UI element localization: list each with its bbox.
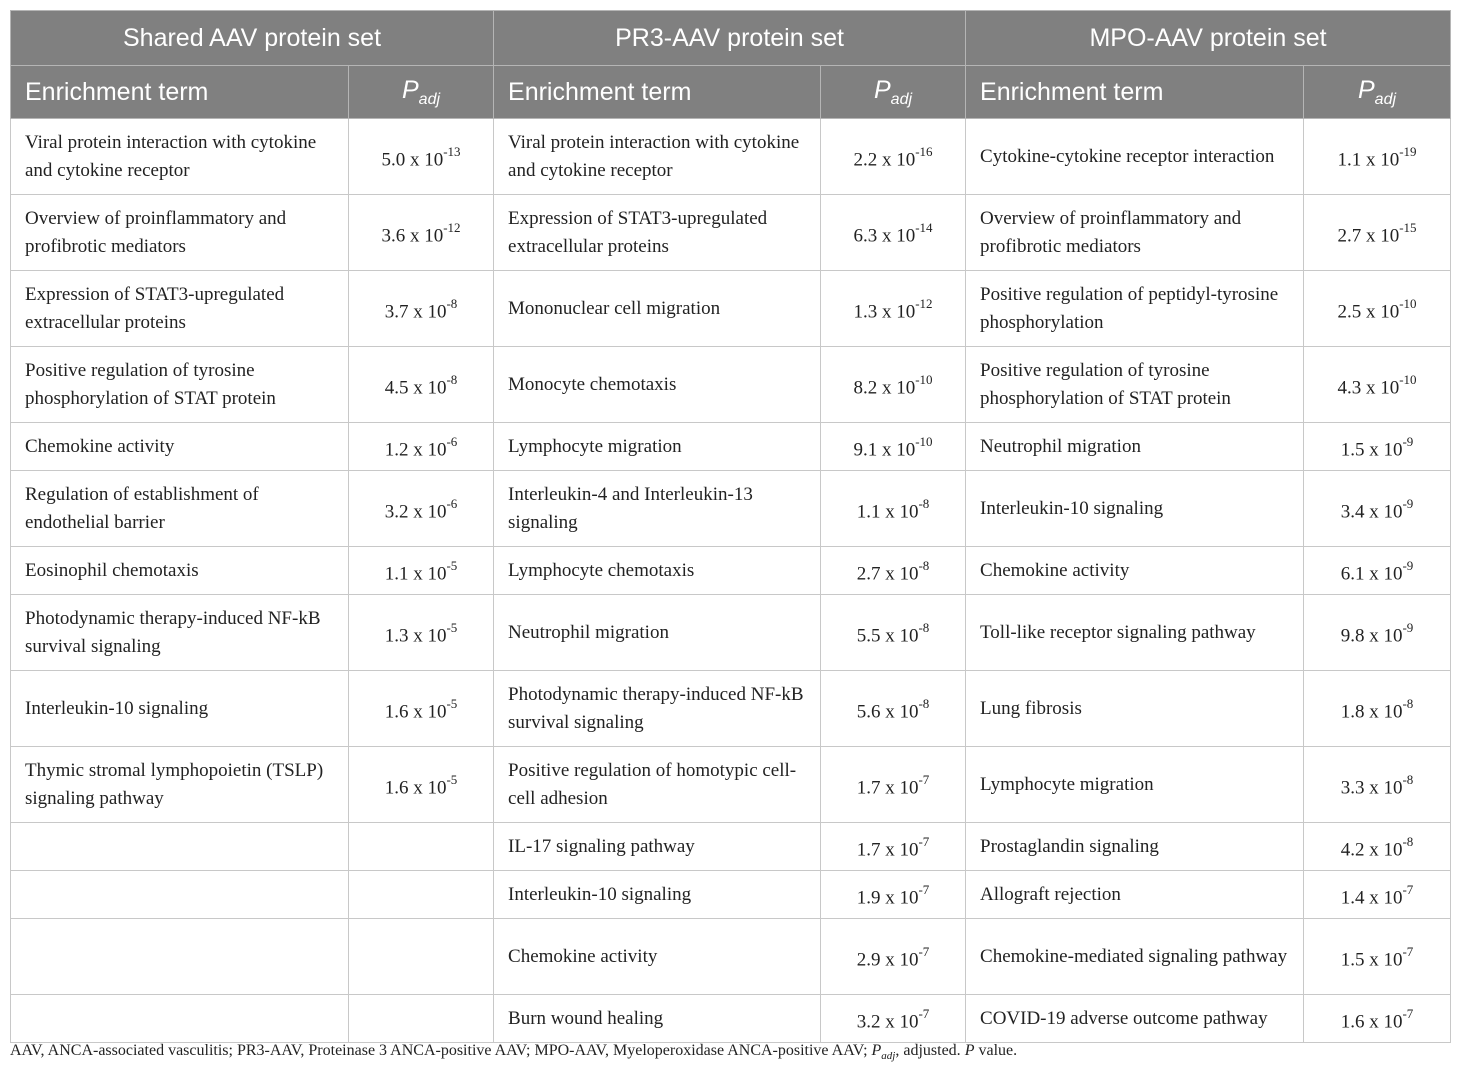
padj-value-shared: [349, 119, 494, 195]
padj-exponent: -13: [443, 143, 461, 159]
padj-exponent: -7: [1402, 881, 1414, 897]
padj-mantissa: 1.7 x 10: [856, 838, 919, 860]
padj-exponent: -8: [1402, 771, 1414, 787]
enrichment-term-mpo: COVID-19 adverse outcome pathway: [966, 995, 1304, 1043]
padj-value-mpo: [1304, 347, 1451, 423]
enrichment-term-shared: Overview of proinflammatory and profibrotic mediators: [11, 195, 349, 271]
padj-mantissa: 1.1 x 10: [856, 500, 919, 522]
enrichment-term-pr3: Expression of STAT3-upregulated extracellular proteins: [494, 195, 821, 271]
padj-value-pr3: [821, 995, 966, 1043]
padj-value-pr3: [821, 347, 966, 423]
padj-mantissa: 3.6 x 10: [381, 224, 444, 246]
padj-exponent: -8: [1402, 833, 1414, 849]
enrichment-term-mpo: Overview of proinflammatory and profibrotic mediators: [966, 195, 1304, 271]
padj-mantissa: 3.3 x 10: [1340, 776, 1403, 798]
padj-exponent: -12: [915, 295, 933, 311]
padj-mantissa: 1.6 x 10: [384, 700, 447, 722]
column-header-row: [11, 66, 1451, 119]
padj-value-shared: [349, 595, 494, 671]
enrichment-term-mpo: Chemokine-mediated signaling pathway: [966, 919, 1304, 995]
padj-value-mpo: [1304, 871, 1451, 919]
enrichment-term-mpo: Cytokine-cytokine receptor interaction: [966, 119, 1304, 195]
padj-mantissa: 4.3 x 10: [1337, 376, 1400, 398]
padj-mantissa: 1.6 x 10: [1340, 1010, 1403, 1032]
padj-exponent: -12: [443, 219, 461, 235]
padj-mantissa: 3.2 x 10: [856, 1010, 919, 1032]
padj-value-pr3: [821, 423, 966, 471]
padj-value-mpo: [1304, 423, 1451, 471]
enrichment-term-mpo: Chemokine activity: [966, 547, 1304, 595]
padj-exponent: -7: [1402, 1005, 1414, 1021]
padj-exponent: -7: [918, 771, 930, 787]
enrichment-term-mpo: Allograft rejection: [966, 871, 1304, 919]
padj-exponent: -8: [1402, 695, 1414, 711]
padj-exponent: -10: [915, 371, 933, 387]
enrichment-term-shared: Expression of STAT3-upregulated extracellular proteins: [11, 271, 349, 347]
padj-exponent: -7: [918, 943, 930, 959]
group-header-shared: Shared AAV protein set: [11, 11, 494, 66]
table-row: [11, 547, 1451, 595]
padj-value-pr3: [821, 119, 966, 195]
padj-exponent: -7: [918, 833, 930, 849]
padj-exponent: -10: [1399, 371, 1417, 387]
padj-value-mpo: [1304, 747, 1451, 823]
padj-mantissa: 2.2 x 10: [853, 148, 916, 170]
padj-value-shared: [349, 823, 494, 871]
padj-exponent: -10: [1399, 295, 1417, 311]
padj-exponent: -6: [446, 433, 458, 449]
padj-exponent: -9: [1402, 433, 1414, 449]
padj-value-mpo: [1304, 595, 1451, 671]
enrichment-term-shared: Thymic stromal lymphopoietin (TSLP) signaling pathway: [11, 747, 349, 823]
padj-value-mpo: [1304, 195, 1451, 271]
padj-mantissa: 5.6 x 10: [856, 700, 919, 722]
column-header-padj: $P_{adj}$: [1304, 66, 1451, 119]
enrichment-term-shared: [11, 823, 349, 871]
table-row: [11, 995, 1451, 1043]
enrichment-term-pr3: Positive regulation of homotypic cell-cell adhesion: [494, 747, 821, 823]
padj-value-shared: [349, 747, 494, 823]
table-row: [11, 671, 1451, 747]
enrichment-term-pr3: Lymphocyte chemotaxis: [494, 547, 821, 595]
padj-mantissa: 1.3 x 10: [384, 624, 447, 646]
table-row: [11, 747, 1451, 823]
enrichment-table: [10, 10, 1451, 1043]
column-header-padj: $P_{adj}$: [821, 66, 966, 119]
enrichment-term-shared: [11, 871, 349, 919]
table-row: [11, 347, 1451, 423]
padj-value-shared: [349, 871, 494, 919]
padj-exponent: -9: [1402, 495, 1414, 511]
padj-value-shared: [349, 423, 494, 471]
padj-mantissa: 1.4 x 10: [1340, 886, 1403, 908]
enrichment-term-shared: Eosinophil chemotaxis: [11, 547, 349, 595]
padj-exponent: -5: [446, 557, 458, 573]
enrichment-term-pr3: Interleukin-4 and Interleukin-13 signaling: [494, 471, 821, 547]
padj-exponent: -5: [446, 619, 458, 635]
enrichment-term-shared: Interleukin-10 signaling: [11, 671, 349, 747]
padj-mantissa: 6.3 x 10: [853, 224, 916, 246]
table-container: [10, 10, 1450, 1043]
table-row: [11, 271, 1451, 347]
padj-exponent: -10: [915, 433, 933, 449]
enrichment-term-shared: Regulation of establishment of endothelial barrier: [11, 471, 349, 547]
padj-exponent: -8: [918, 557, 930, 573]
padj-value-mpo: [1304, 995, 1451, 1043]
padj-value-shared: [349, 347, 494, 423]
padj-exponent: -9: [1402, 557, 1414, 573]
enrichment-term-pr3: Chemokine activity: [494, 919, 821, 995]
padj-value-pr3: [821, 671, 966, 747]
padj-exponent: -5: [446, 771, 458, 787]
padj-exponent: -8: [446, 295, 458, 311]
enrichment-term-pr3: Photodynamic therapy-induced NF-kB survival signaling: [494, 671, 821, 747]
padj-mantissa: 3.7 x 10: [384, 300, 447, 322]
enrichment-term-pr3: Monocyte chemotaxis: [494, 347, 821, 423]
enrichment-term-pr3: IL-17 signaling pathway: [494, 823, 821, 871]
table-row: [11, 119, 1451, 195]
padj-exponent: -14: [915, 219, 933, 235]
column-header-term: Enrichment term: [11, 66, 349, 119]
padj-value-shared: [349, 195, 494, 271]
padj-value-pr3: [821, 919, 966, 995]
padj-mantissa: 5.5 x 10: [856, 624, 919, 646]
padj-mantissa: 3.4 x 10: [1340, 500, 1403, 522]
enrichment-term-mpo: Neutrophil migration: [966, 423, 1304, 471]
table-row: [11, 871, 1451, 919]
padj-mantissa: 1.1 x 10: [384, 562, 447, 584]
padj-exponent: -7: [1402, 943, 1414, 959]
group-header-mpo: MPO-AAV protein set: [966, 11, 1451, 66]
padj-exponent: -9: [1402, 619, 1414, 635]
padj-exponent: -6: [446, 495, 458, 511]
padj-mantissa: 1.8 x 10: [1340, 700, 1403, 722]
padj-value-pr3: [821, 823, 966, 871]
padj-exponent: -7: [918, 1005, 930, 1021]
enrichment-term-shared: Photodynamic therapy-induced NF-kB survival signaling: [11, 595, 349, 671]
enrichment-term-shared: Positive regulation of tyrosine phosphorylation of STAT protein: [11, 347, 349, 423]
padj-exponent: -8: [446, 371, 458, 387]
enrichment-term-shared: Chemokine activity: [11, 423, 349, 471]
enrichment-term-pr3: Mononuclear cell migration: [494, 271, 821, 347]
padj-mantissa: 4.2 x 10: [1340, 838, 1403, 860]
padj-exponent: -19: [1399, 143, 1417, 159]
padj-value-mpo: [1304, 547, 1451, 595]
enrichment-term-shared: Viral protein interaction with cytokine and cytokine receptor: [11, 119, 349, 195]
padj-mantissa: 1.1 x 10: [1337, 148, 1400, 170]
padj-mantissa: 1.5 x 10: [1340, 438, 1403, 460]
padj-mantissa: 2.7 x 10: [1337, 224, 1400, 246]
padj-exponent: -8: [918, 619, 930, 635]
padj-mantissa: 1.9 x 10: [856, 886, 919, 908]
group-header-pr3: PR3-AAV protein set: [494, 11, 966, 66]
padj-value-mpo: [1304, 823, 1451, 871]
enrichment-term-pr3: Viral protein interaction with cytokine and cytokine receptor: [494, 119, 821, 195]
column-header-padj: $P_{adj}$: [349, 66, 494, 119]
padj-value-shared: [349, 471, 494, 547]
column-header-term: Enrichment term: [494, 66, 821, 119]
padj-mantissa: 1.5 x 10: [1340, 948, 1403, 970]
enrichment-term-mpo: Lymphocyte migration: [966, 747, 1304, 823]
padj-value-shared: [349, 919, 494, 995]
padj-mantissa: 6.1 x 10: [1340, 562, 1403, 584]
padj-exponent: -15: [1399, 219, 1417, 235]
padj-mantissa: 2.7 x 10: [856, 562, 919, 584]
enrichment-term-pr3: Burn wound healing: [494, 995, 821, 1043]
table-row: [11, 471, 1451, 547]
padj-exponent: -8: [918, 495, 930, 511]
padj-exponent: -7: [918, 881, 930, 897]
enrichment-term-pr3: Lymphocyte migration: [494, 423, 821, 471]
padj-mantissa: 4.5 x 10: [384, 376, 447, 398]
padj-value-mpo: [1304, 671, 1451, 747]
padj-value-shared: [349, 271, 494, 347]
padj-mantissa: 1.6 x 10: [384, 776, 447, 798]
padj-value-pr3: [821, 595, 966, 671]
table-row: [11, 195, 1451, 271]
padj-mantissa: 2.5 x 10: [1337, 300, 1400, 322]
enrichment-term-shared: [11, 919, 349, 995]
padj-value-pr3: [821, 747, 966, 823]
enrichment-term-pr3: Neutrophil migration: [494, 595, 821, 671]
enrichment-term-mpo: Prostaglandin signaling: [966, 823, 1304, 871]
padj-mantissa: 3.2 x 10: [384, 500, 447, 522]
enrichment-term-mpo: Positive regulation of peptidyl-tyrosine phosphorylation: [966, 271, 1304, 347]
enrichment-term-mpo: Lung fibrosis: [966, 671, 1304, 747]
padj-mantissa: 1.3 x 10: [853, 300, 916, 322]
padj-mantissa: 1.2 x 10: [384, 438, 447, 460]
column-header-term: Enrichment term: [966, 66, 1304, 119]
padj-value-pr3: [821, 271, 966, 347]
enrichment-term-mpo: Positive regulation of tyrosine phosphorylation of STAT protein: [966, 347, 1304, 423]
padj-value-shared: [349, 671, 494, 747]
padj-mantissa: 5.0 x 10: [381, 148, 444, 170]
padj-mantissa: 2.9 x 10: [856, 948, 919, 970]
padj-value-pr3: [821, 195, 966, 271]
padj-value-pr3: [821, 547, 966, 595]
table-row: [11, 823, 1451, 871]
enrichment-term-pr3: Interleukin-10 signaling: [494, 871, 821, 919]
padj-value-mpo: [1304, 471, 1451, 547]
padj-value-mpo: [1304, 919, 1451, 995]
enrichment-term-mpo: Toll-like receptor signaling pathway: [966, 595, 1304, 671]
padj-value-shared: [349, 547, 494, 595]
table-footnote: AAV, ANCA-associated vasculitis; PR3-AAV, Proteinase 3 ANCA-positive AAV; MPO-AAV, Myeloperoxidase ANCA-positive AAV; $P_{adj}$, adjusted. P value.: [10, 1042, 1018, 1063]
padj-value-shared: [349, 995, 494, 1043]
padj-mantissa: 1.7 x 10: [856, 776, 919, 798]
padj-exponent: -8: [918, 695, 930, 711]
padj-mantissa: 9.1 x 10: [853, 438, 916, 460]
padj-mantissa: 9.8 x 10: [1340, 624, 1403, 646]
table-row: [11, 595, 1451, 671]
padj-mantissa: 8.2 x 10: [853, 376, 916, 398]
padj-value-pr3: [821, 871, 966, 919]
padj-value-pr3: [821, 471, 966, 547]
group-header-row: [11, 11, 1451, 66]
enrichment-term-shared: [11, 995, 349, 1043]
table-body: [11, 119, 1451, 1043]
table-row: [11, 423, 1451, 471]
padj-value-mpo: [1304, 119, 1451, 195]
padj-exponent: -16: [915, 143, 933, 159]
padj-value-mpo: [1304, 271, 1451, 347]
enrichment-term-mpo: Interleukin-10 signaling: [966, 471, 1304, 547]
table-row: [11, 919, 1451, 995]
padj-exponent: -5: [446, 695, 458, 711]
